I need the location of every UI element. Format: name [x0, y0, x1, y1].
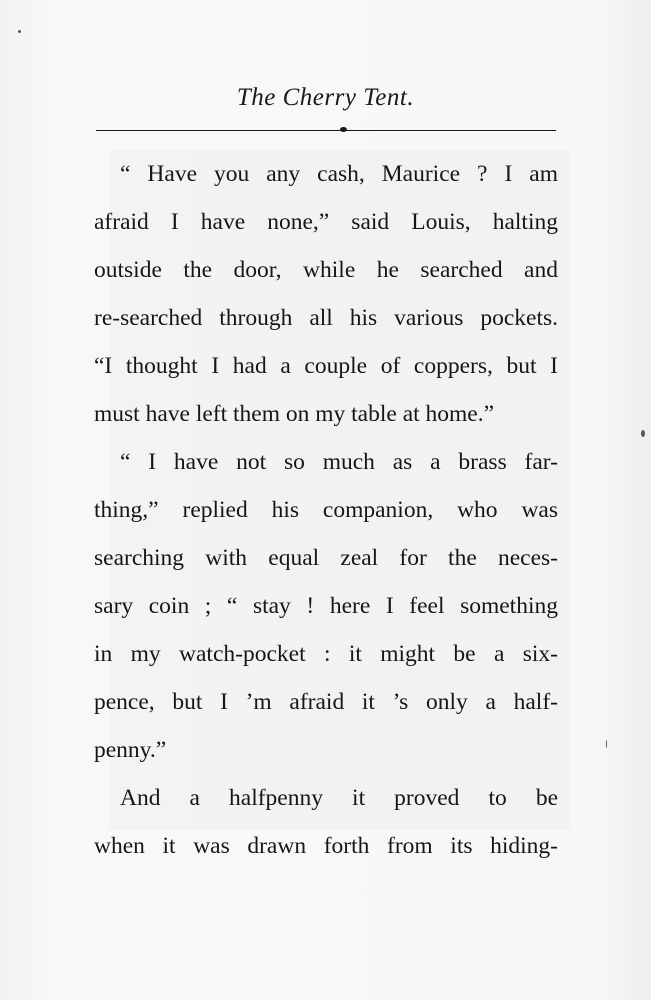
text-line: “ Have you any cash, Maurice ? I am — [120, 161, 558, 187]
paper-speck — [18, 30, 21, 33]
text-line: when it was drawn forth from its hiding- — [94, 833, 558, 859]
text-line: thing,” replied his companion, who was — [94, 497, 558, 523]
text-line: outside the door, while he searched and — [94, 257, 558, 283]
text-line: “I thought I had a couple of coppers, but I — [94, 353, 558, 379]
text-line: penny.” — [94, 737, 167, 763]
text-line: pence, but I ’m afraid it ’s only a half- — [94, 689, 558, 715]
text-line: “ I have not so much as a brass far- — [120, 449, 558, 475]
text-line: afraid I have none,” said Louis, halting — [94, 209, 558, 235]
text-line: And a halfpenny it proved to be — [120, 785, 558, 811]
text-line: searching with equal zeal for the neces- — [94, 545, 558, 571]
text-line: re-searched through all his various pockets. — [94, 305, 558, 331]
running-head: The Cherry Tent. — [236, 84, 415, 111]
text-line: in my watch-pocket : it might be a six- — [94, 641, 558, 667]
paper-speck — [641, 430, 645, 437]
text-line: must have left them on my table at home.” — [94, 401, 495, 427]
header-rule — [96, 130, 556, 131]
text-line: sary coin ; “ stay ! here I feel something — [94, 593, 558, 619]
body-text — [94, 150, 558, 870]
rule-ornament — [340, 127, 347, 132]
paper-speck — [606, 740, 607, 748]
